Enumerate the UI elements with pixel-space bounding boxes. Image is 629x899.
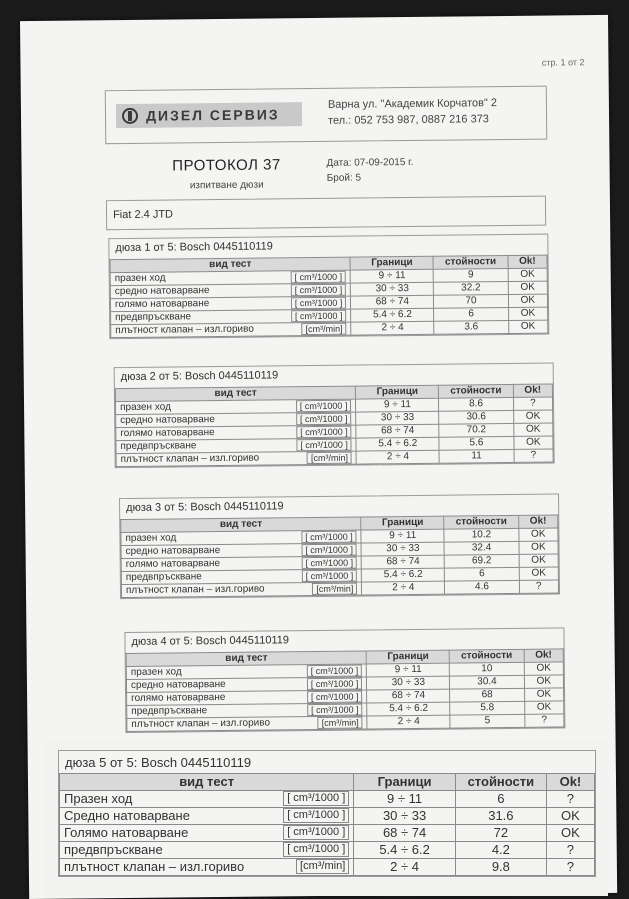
limits-cell: 30 ÷ 33 xyxy=(361,542,444,556)
ok-cell: OK xyxy=(514,436,553,449)
test-name: плътност клапан – изл.гориво xyxy=(120,452,260,466)
table-row xyxy=(60,808,595,825)
page-number: стр. 1 от 2 xyxy=(541,57,585,68)
limits-cell: 9 ÷ 11 xyxy=(367,663,450,677)
test-unit: [ cm³/1000 ] xyxy=(296,426,352,439)
value-cell: 30.6 xyxy=(439,410,513,424)
value-cell: 9 xyxy=(434,268,508,282)
ok-cell: OK xyxy=(513,423,552,436)
test-name-cell xyxy=(60,791,354,808)
col-header-values: стойности xyxy=(455,774,546,791)
table-row xyxy=(60,825,595,842)
value-cell: 3.6 xyxy=(434,320,508,334)
ok-cell: ? xyxy=(513,397,552,410)
ok-cell: OK xyxy=(508,320,547,333)
protocol-meta xyxy=(326,155,413,186)
value-cell: 70.2 xyxy=(439,423,513,437)
ok-cell: ? xyxy=(546,859,594,876)
value-cell: 10 xyxy=(450,662,524,676)
nozzle-test-table xyxy=(120,514,559,598)
limits-cell: 9 ÷ 11 xyxy=(361,529,444,543)
limits-cell: 2 ÷ 4 xyxy=(356,450,439,464)
col-header-values: стойности xyxy=(439,384,513,398)
test-name: плътност клапан – изл.гориво xyxy=(64,859,245,874)
nozzle-test-table xyxy=(110,255,549,339)
value-cell: 31.6 xyxy=(455,808,546,825)
test-unit: [cm³/min] xyxy=(312,583,357,595)
test-name-cell xyxy=(121,582,361,598)
test-unit: [ cm³/1000 ] xyxy=(301,544,357,557)
value-cell: 6 xyxy=(434,307,508,321)
value-cell: 5.8 xyxy=(450,701,524,715)
col-header-test: вид тест xyxy=(115,386,355,402)
ok-cell: OK xyxy=(508,307,547,320)
limits-cell: 2 ÷ 4 xyxy=(354,859,456,876)
col-header-test: вид тест xyxy=(121,517,361,533)
test-name: предвпръскване xyxy=(120,440,197,453)
nozzle-test-table xyxy=(115,384,554,468)
test-name: средно натоварване xyxy=(120,414,215,427)
test-unit: [ cm³/1000 ] xyxy=(296,439,352,452)
nozzle-3-section xyxy=(119,493,560,599)
test-unit: [cm³/min] xyxy=(302,323,347,335)
test-name: средно натоварване xyxy=(130,678,226,691)
test-name: предвпръскване xyxy=(115,311,192,324)
col-header-test: вид тест xyxy=(126,651,366,667)
value-cell: 68 xyxy=(450,688,524,702)
ok-cell: OK xyxy=(524,701,563,714)
phone-line: тел.: 052 753 987, 0887 216 373 xyxy=(328,113,489,127)
ok-cell: ? xyxy=(514,449,553,462)
ok-cell: OK xyxy=(519,528,558,541)
test-unit: [cm³/min] xyxy=(318,717,363,729)
limits-cell: 2 ÷ 4 xyxy=(367,715,450,729)
ok-cell: ? xyxy=(546,791,594,808)
value-cell: 4.2 xyxy=(455,842,546,859)
test-name: Голямо натоварване xyxy=(64,825,189,840)
test-name: празен ход xyxy=(120,401,171,414)
test-unit: [ cm³/1000 ] xyxy=(307,678,363,691)
limits-cell: 68 ÷ 74 xyxy=(356,424,439,438)
ok-cell: ? xyxy=(524,714,563,727)
col-header-limits: Граници xyxy=(356,385,439,399)
value-cell: 4.6 xyxy=(445,580,519,594)
diesel-injector-icon xyxy=(122,108,138,124)
ok-cell: OK xyxy=(508,268,547,281)
ok-cell: OK xyxy=(508,281,547,294)
ok-cell: OK xyxy=(524,675,563,688)
test-unit: [ cm³/1000 ] xyxy=(301,557,357,570)
value-cell: 5 xyxy=(450,714,524,728)
test-unit: [ cm³/1000 ] xyxy=(283,842,349,857)
limits-cell: 2 ÷ 4 xyxy=(351,321,434,335)
test-name: предвпръскване xyxy=(131,705,208,717)
ok-cell: ? xyxy=(546,842,594,859)
test-unit: [ cm³/1000 ] xyxy=(301,531,357,544)
value-cell: 72 xyxy=(455,825,546,842)
limits-cell: 68 ÷ 74 xyxy=(354,825,456,842)
col-header-limits: Граници xyxy=(361,516,444,530)
logo-text: ДИЗЕЛ СЕРВИЗ xyxy=(145,106,280,124)
test-unit: [ cm³/1000 ] xyxy=(307,665,363,678)
col-header-test: вид тест xyxy=(110,257,350,273)
col-header-ok: Ok! xyxy=(524,649,563,662)
test-name: Празен ход xyxy=(64,791,133,806)
test-name: празен ход xyxy=(114,272,166,285)
ok-cell: OK xyxy=(519,541,558,554)
nozzle-title: дюза 5 от 5: Bosch 0445110119 xyxy=(65,755,252,770)
test-name: средно натоварване xyxy=(125,545,221,558)
limits-cell: 2 ÷ 4 xyxy=(362,581,445,595)
test-name: предвпръскване xyxy=(64,842,163,857)
limits-cell: 5.4 ÷ 6.2 xyxy=(362,568,445,582)
nozzle-title: дюза 4 от 5: Bosch 0445110119 xyxy=(131,634,290,648)
col-header-limits: Граници xyxy=(366,650,449,664)
limits-cell: 5.4 ÷ 6.2 xyxy=(354,842,456,859)
test-name: празен ход xyxy=(125,532,177,545)
value-cell: 6 xyxy=(455,791,546,808)
nozzle-test-table xyxy=(126,648,565,732)
test-unit: [ cm³/1000 ] xyxy=(296,413,352,426)
nozzle-title: дюза 2 от 5: Bosch 0445110119 xyxy=(120,369,279,384)
test-name: голямо натоварване xyxy=(114,298,210,311)
nozzle-4-section xyxy=(124,627,565,733)
col-header-test: вид тест xyxy=(60,774,354,791)
limits-cell: 9 ÷ 11 xyxy=(351,269,434,283)
test-unit: [ cm³/1000 ] xyxy=(283,791,349,806)
company-header xyxy=(105,86,548,145)
test-name: плътност клапан – изл.гориво xyxy=(125,583,265,596)
test-name: плътност клапан – изл.гориво xyxy=(131,717,271,730)
limits-cell: 30 ÷ 33 xyxy=(354,808,456,825)
test-unit: [ cm³/1000 ] xyxy=(302,570,358,583)
test-unit: [ cm³/1000 ] xyxy=(307,691,363,704)
company-address xyxy=(328,95,497,129)
nozzle-test-table xyxy=(59,773,595,876)
value-cell: 30.4 xyxy=(450,675,524,689)
col-header-ok: Ok! xyxy=(508,255,547,268)
ok-cell: OK xyxy=(508,294,547,307)
test-name: празен ход xyxy=(130,666,182,678)
value-cell: 5.6 xyxy=(439,436,513,450)
test-name-cell xyxy=(60,859,354,876)
protocol-subtitle: изпитване дюзи xyxy=(189,179,264,192)
limits-cell: 5.4 ÷ 6.2 xyxy=(367,702,450,716)
address-line: Варна ул. "Академик Корчатов" 2 xyxy=(327,97,498,111)
col-header-limits: Граници xyxy=(350,256,433,270)
col-header-ok: Ok! xyxy=(513,384,552,397)
value-cell: 69.2 xyxy=(445,554,519,568)
test-unit: [ cm³/1000 ] xyxy=(283,825,349,840)
nozzle-5-closeup xyxy=(46,740,608,896)
table-row xyxy=(60,791,595,808)
limits-cell: 30 ÷ 33 xyxy=(351,282,434,296)
ok-cell: OK xyxy=(546,825,594,842)
limits-cell: 30 ÷ 33 xyxy=(356,411,439,425)
col-header-values: стойности xyxy=(444,515,518,529)
test-name: Средно натоварване xyxy=(64,808,190,823)
ok-cell: ? xyxy=(519,580,558,593)
ok-cell: OK xyxy=(546,808,594,825)
nozzle-5-section xyxy=(58,750,596,877)
table-row xyxy=(60,859,595,876)
ok-cell: OK xyxy=(524,688,563,701)
test-unit: [ cm³/1000 ] xyxy=(283,808,349,823)
col-header-ok: Ok! xyxy=(518,515,557,528)
limits-cell: 5.4 ÷ 6.2 xyxy=(351,308,434,322)
test-unit: [cm³/min] xyxy=(296,859,349,874)
test-name: предвпръскване xyxy=(125,571,202,584)
test-name-cell xyxy=(127,716,367,732)
ok-cell: OK xyxy=(513,410,552,423)
test-unit: [ cm³/1000 ] xyxy=(291,297,347,310)
protocol-date: Дата: 07-09-2015 г. xyxy=(326,156,414,169)
limits-cell: 9 ÷ 11 xyxy=(356,398,439,412)
col-header-limits: Граници xyxy=(354,774,456,791)
limits-cell: 68 ÷ 74 xyxy=(367,689,450,703)
test-name: голямо натоварване xyxy=(125,558,221,571)
table-row xyxy=(60,842,595,859)
test-unit: [ cm³/1000 ] xyxy=(296,400,352,413)
value-cell: 6 xyxy=(445,567,519,581)
value-cell: 70 xyxy=(434,294,508,308)
company-logo xyxy=(116,102,302,128)
limits-cell: 5.4 ÷ 6.2 xyxy=(356,437,439,451)
limits-cell: 30 ÷ 33 xyxy=(367,676,450,690)
vehicle-box: Fiat 2.4 JTD xyxy=(106,196,546,231)
test-unit: [ cm³/1000 ] xyxy=(290,271,346,284)
value-cell: 32.4 xyxy=(444,541,518,555)
test-name-cell xyxy=(60,842,354,859)
test-name-cell xyxy=(60,825,354,842)
test-name: голямо натоварване xyxy=(131,691,226,704)
test-name: голямо натоварване xyxy=(120,427,215,440)
value-cell: 8.6 xyxy=(439,397,513,411)
test-name: средно натоварване xyxy=(114,285,210,298)
col-header-ok: Ok! xyxy=(546,774,594,791)
test-unit: [ cm³/1000 ] xyxy=(307,704,363,717)
nozzle-title: дюза 3 от 5: Bosch 0445110119 xyxy=(126,500,284,514)
test-name: плътност клапан – изл.гориво xyxy=(115,323,254,337)
value-cell: 32.2 xyxy=(434,281,508,295)
ok-cell: OK xyxy=(524,662,563,675)
test-unit: [ cm³/1000 ] xyxy=(291,284,347,297)
protocol-title: ПРОТОКОЛ 37 xyxy=(172,156,281,175)
test-name-cell xyxy=(116,451,356,467)
test-unit: [cm³/min] xyxy=(307,452,352,464)
protocol-count: Брой: 5 xyxy=(326,172,362,184)
limits-cell: 68 ÷ 74 xyxy=(361,555,444,569)
test-name-cell xyxy=(111,322,351,338)
protocol-title-block xyxy=(161,156,291,191)
nozzle-title: дюза 1 от 5: Bosch 0445110119 xyxy=(115,240,273,255)
limits-cell: 9 ÷ 11 xyxy=(354,791,456,808)
nozzle-2-section xyxy=(114,363,555,469)
nozzle-1-section xyxy=(108,234,549,340)
test-name-cell xyxy=(60,808,354,825)
value-cell: 10.2 xyxy=(444,528,518,542)
ok-cell: OK xyxy=(519,554,558,567)
table-header-row xyxy=(60,774,595,791)
col-header-values: стойности xyxy=(450,649,524,663)
limits-cell: 68 ÷ 74 xyxy=(351,295,434,309)
value-cell: 9.8 xyxy=(455,859,546,876)
ok-cell: OK xyxy=(519,567,558,580)
col-header-values: стойности xyxy=(433,255,507,269)
value-cell: 11 xyxy=(439,449,513,463)
test-unit: [ cm³/1000 ] xyxy=(291,310,347,323)
